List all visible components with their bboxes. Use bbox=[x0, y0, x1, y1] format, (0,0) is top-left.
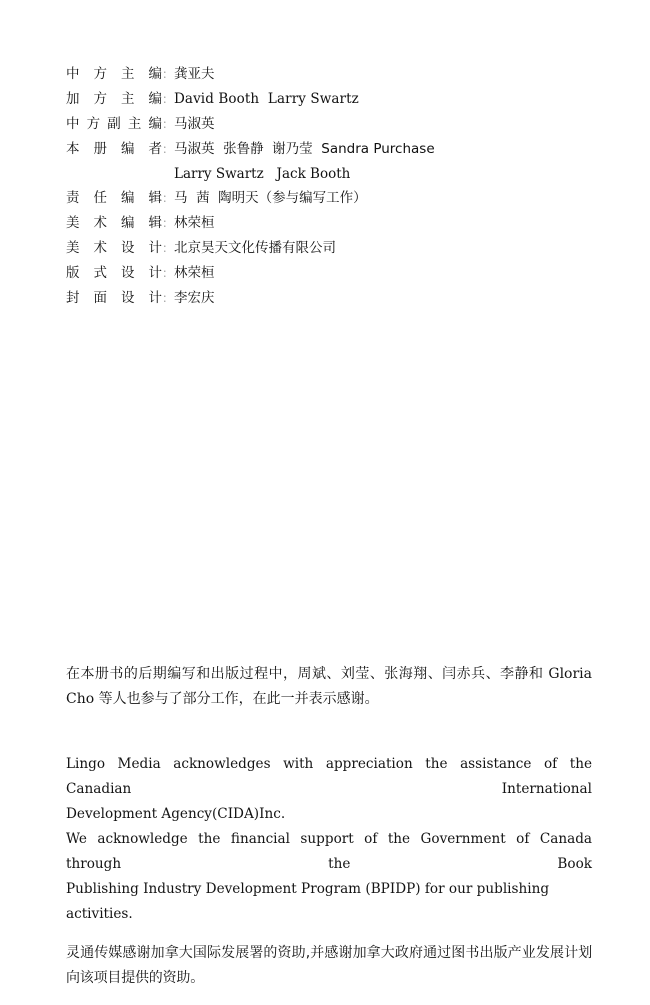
credit-colon: ： bbox=[162, 191, 175, 205]
credit-label: 美术设计 bbox=[66, 240, 162, 256]
credit-label: 中方副主编 bbox=[66, 116, 162, 132]
english-acknowledgement-line: Publishing Industry Development Program (BPIDP) for our publishing activities. bbox=[66, 881, 550, 922]
credit-value: 马淑英 张鲁静 谢乃莹 Sandra Purchase bbox=[174, 141, 435, 157]
credit-row bbox=[66, 213, 596, 235]
credit-value: 龚亚夫 bbox=[174, 66, 215, 82]
credit-value: 北京昊天文化传播有限公司 bbox=[174, 240, 336, 256]
credit-label: 美术编辑 bbox=[66, 215, 162, 231]
credit-label: 中方主编 bbox=[66, 66, 162, 82]
credit-row bbox=[66, 114, 596, 136]
english-acknowledgement-block bbox=[66, 752, 592, 927]
credit-label: 责任编辑 bbox=[66, 190, 162, 206]
credit-value: 林荣桓 bbox=[174, 215, 215, 231]
credit-colon: ： bbox=[162, 117, 175, 131]
english-acknowledgement-line: We acknowledge the financial support of the Government of Canada through the Book bbox=[66, 831, 592, 872]
credit-label: 版式设计 bbox=[66, 265, 162, 281]
credit-row bbox=[66, 238, 596, 260]
english-acknowledgement-line: Lingo Media acknowledges with appreciation the assistance of the Canadian International bbox=[66, 756, 592, 797]
credits-list bbox=[66, 64, 596, 313]
credit-row bbox=[66, 288, 596, 310]
credit-row bbox=[66, 188, 596, 210]
credit-row bbox=[66, 64, 596, 86]
credit-row bbox=[66, 263, 596, 285]
english-acknowledgement-line: Development Agency(CIDA)Inc. bbox=[66, 806, 286, 822]
credit-colon: ： bbox=[162, 92, 175, 106]
credit-value: 马 茜 陶明天（参与编写工作） bbox=[174, 190, 367, 206]
credit-colon: ： bbox=[162, 291, 175, 305]
credit-colon: ： bbox=[162, 241, 175, 255]
credit-colon: ： bbox=[162, 142, 175, 156]
credit-value: David Booth Larry Swartz bbox=[174, 91, 359, 107]
chinese-support-statement: 灵通传媒感谢加拿大国际发展署的资助,并感谢加拿大政府通过图书出版产业发展计划向该项目提供的资助。 bbox=[66, 945, 592, 986]
credit-label: 本册编者 bbox=[66, 141, 162, 157]
chinese-acknowledgement-note: 在本册书的后期编写和出版过程中，周斌、刘莹、张海翔、闫赤兵、李静和 Gloria Cho 等人也参与了部分工作，在此一并表示感谢。 bbox=[66, 666, 592, 707]
credit-label: 封面设计 bbox=[66, 290, 162, 306]
credit-colon: ： bbox=[162, 266, 175, 280]
paragraph-spacer bbox=[66, 726, 592, 752]
credit-value: 林荣桓 bbox=[174, 265, 215, 281]
acknowledgements-block bbox=[66, 648, 592, 1005]
credit-label: 加方主编 bbox=[66, 91, 162, 107]
credit-value: 马淑英 bbox=[174, 116, 215, 132]
credit-value-continuation: Larry Swartz Jack Booth bbox=[174, 166, 351, 182]
credit-row bbox=[66, 89, 596, 111]
credit-colon: ： bbox=[162, 67, 175, 81]
credit-row bbox=[66, 139, 596, 161]
credit-colon: ： bbox=[162, 216, 175, 230]
credit-value: 李宏庆 bbox=[174, 290, 215, 306]
